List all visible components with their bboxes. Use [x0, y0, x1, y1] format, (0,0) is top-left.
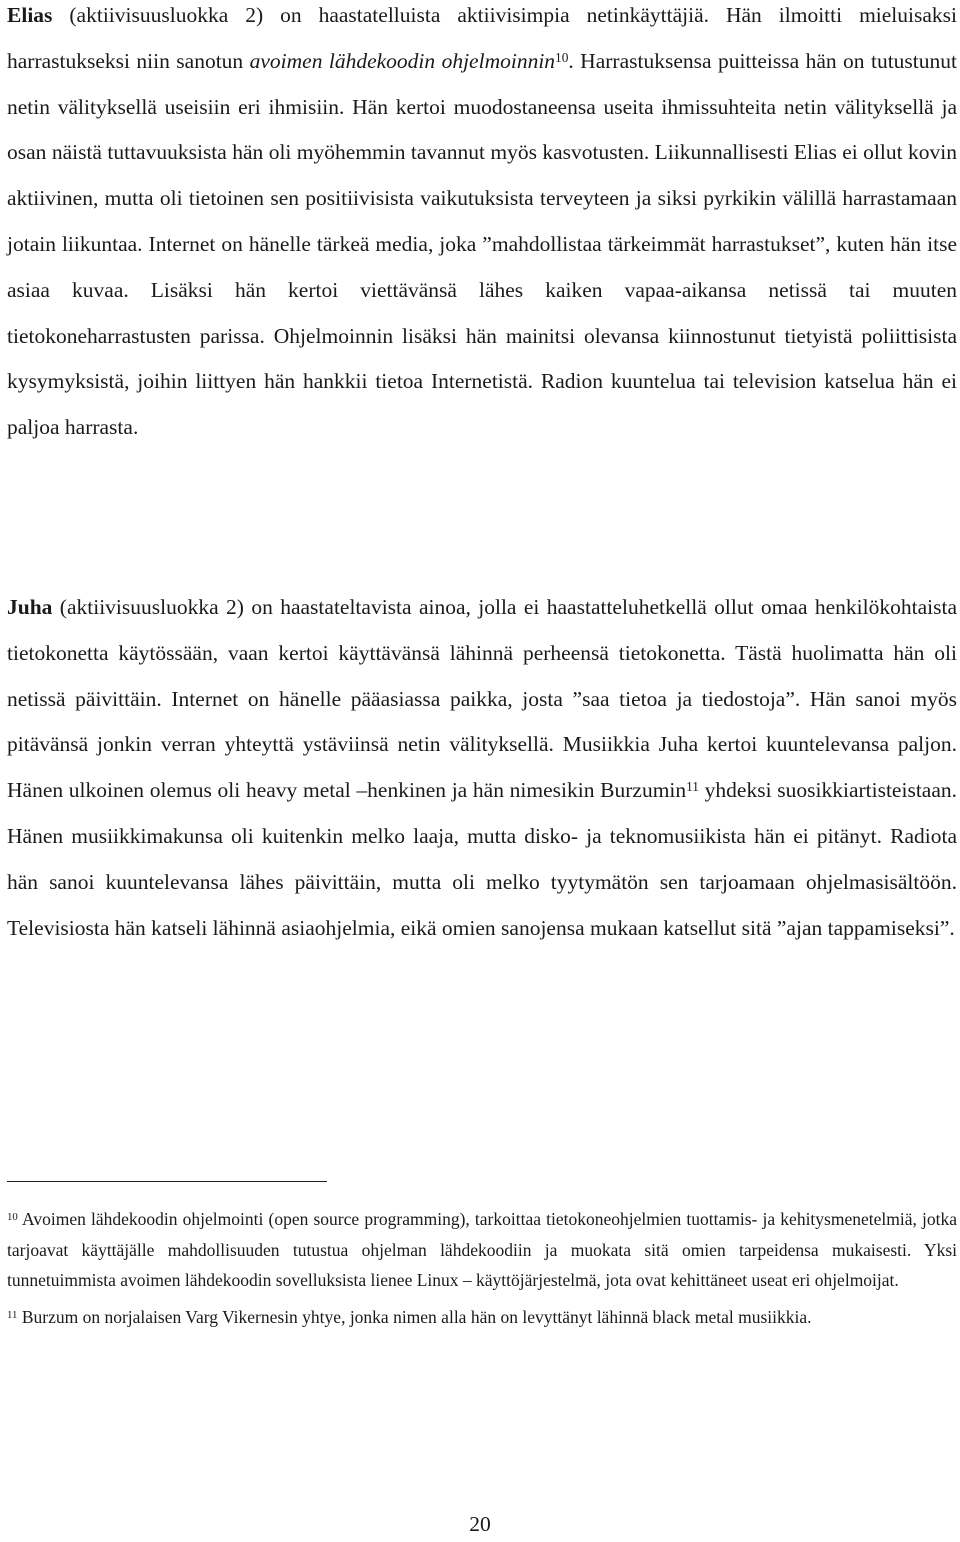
footnote-text: Avoimen lähdekoodin ohjelmointi (open source programming), tarkoittaa tietokoneohjelmien tuottamis- ja kehitysmenetelmiä, jotka tarjoavat käyttäjälle mahdollisuuden tutustua ohjelman lähdekoodiin ja muokata sitä omien tarpeidensa mukaisesti. Yksi tunnetuimmista avoimen lähdekoodin sovelluksista lienee Linux – käyttöjärjestelmä, jota ovat kehittäneet useat eri ohjelmoijat. [7, 1209, 957, 1291]
footnote-ref[interactable]: 10 [555, 49, 569, 65]
footnote-10 [7, 1204, 957, 1296]
person-name-elias: Elias [7, 3, 53, 27]
footnote-separator [7, 1181, 327, 1182]
paragraph-elias [7, 0, 957, 451]
footnote-number: 11 [7, 1308, 18, 1321]
paragraph-text: . Harrastuksensa puitteissa hän on tutustunut netin välityksellä useisiin eri ihmisiin. Hän kertoi muodostaneensa useita ihmissuhteita netin välityksellä ja osan näistä tuttavuuksista hän oli myöhemmin tavannut myös kasvotusten. Liikunnallisesti Elias ei ollut kovin aktiivinen, mutta oli tietoinen sen positiivisista vaikutuksista terveyteen ja siksi pyrkikin välillä harrastamaan jotain liikuntaa. Internet on hänelle tärkeä media, joka ”mahdollistaa tärkeimmät harrastukset”, kuten hän itse asiaa kuvaa. Lisäksi hän kertoi viettävänsä lähes kaiken vapaa-aikansa netissä tai muuten tietokoneharrastusten parissa. Ohjelmoinnin lisäksi hän mainitsi olevansa kiinnostunut tietyistä poliittisista kysymyksistä, joihin liittyen hän hankkii tietoa Internetistä. Radion kuuntelua tai television katselua hän ei paljoa harrasta. [7, 48, 957, 440]
person-name-juha: Juha [7, 595, 53, 619]
page-number: 20 [469, 1512, 491, 1536]
footnote-11 [7, 1302, 957, 1333]
paragraph-juha [7, 585, 957, 951]
footnote-text: Burzum on norjalaisen Varg Vikernesin yhtye, jonka nimen alla hän on levyttänyt lähinnä black metal musiikkia. [17, 1306, 812, 1327]
paragraph-text: yhdeksi suosikkiartisteistaan. Hänen musiikkimakunsa oli kuitenkin melko laaja, mutta disko- ja teknomusiikista hän ei pitänyt. Radiota hän sanoi kuuntelevansa lähes päivittäin, mutta oli melko tyytymätön sen tarjoamaan ohjelmasisältöön. Televisiosta hän katseli lähinnä asiaohjelmia, eikä omien sanojensa mukaan katsellut sitä ”ajan tappamiseksi”. [7, 778, 958, 940]
footnote-ref[interactable]: 11 [686, 779, 699, 795]
paragraph-text: (aktiivisuusluokka 2) on haastateltavista ainoa, jolla ei haastatteluhetkellä ollut omaa henkilökohtaista tietokonetta käytössään, vaan kertoi käyttävänsä lähinnä perheensä tietokonetta. Tästä huolimatta hän oli netissä päivittäin. Internet on hänelle pääasiassa paikka, josta ”saa tietoa ja tiedostoja”. Hän sanoi myös pitävänsä jonkin verran yhteyttä ystäviinsä netin välityksellä. Musiikkia Juha kertoi kuuntelevansa paljon. Hänen ulkoinen olemus oli heavy metal –henkinen ja hän nimesikin Burzumin [7, 595, 957, 803]
footnotes [7, 1204, 957, 1338]
footnote-number: 10 [7, 1211, 18, 1224]
paragraph-text: (aktiivisuusluokka 2) on haastatelluista aktiivisimpia netinkäyttäjiä. Hän ilmoitti mieluisaksi harrastukseksi niin sanotun [7, 3, 957, 73]
emphasis-text: avoimen lähdekoodin ohjelmoinnin [249, 48, 556, 73]
